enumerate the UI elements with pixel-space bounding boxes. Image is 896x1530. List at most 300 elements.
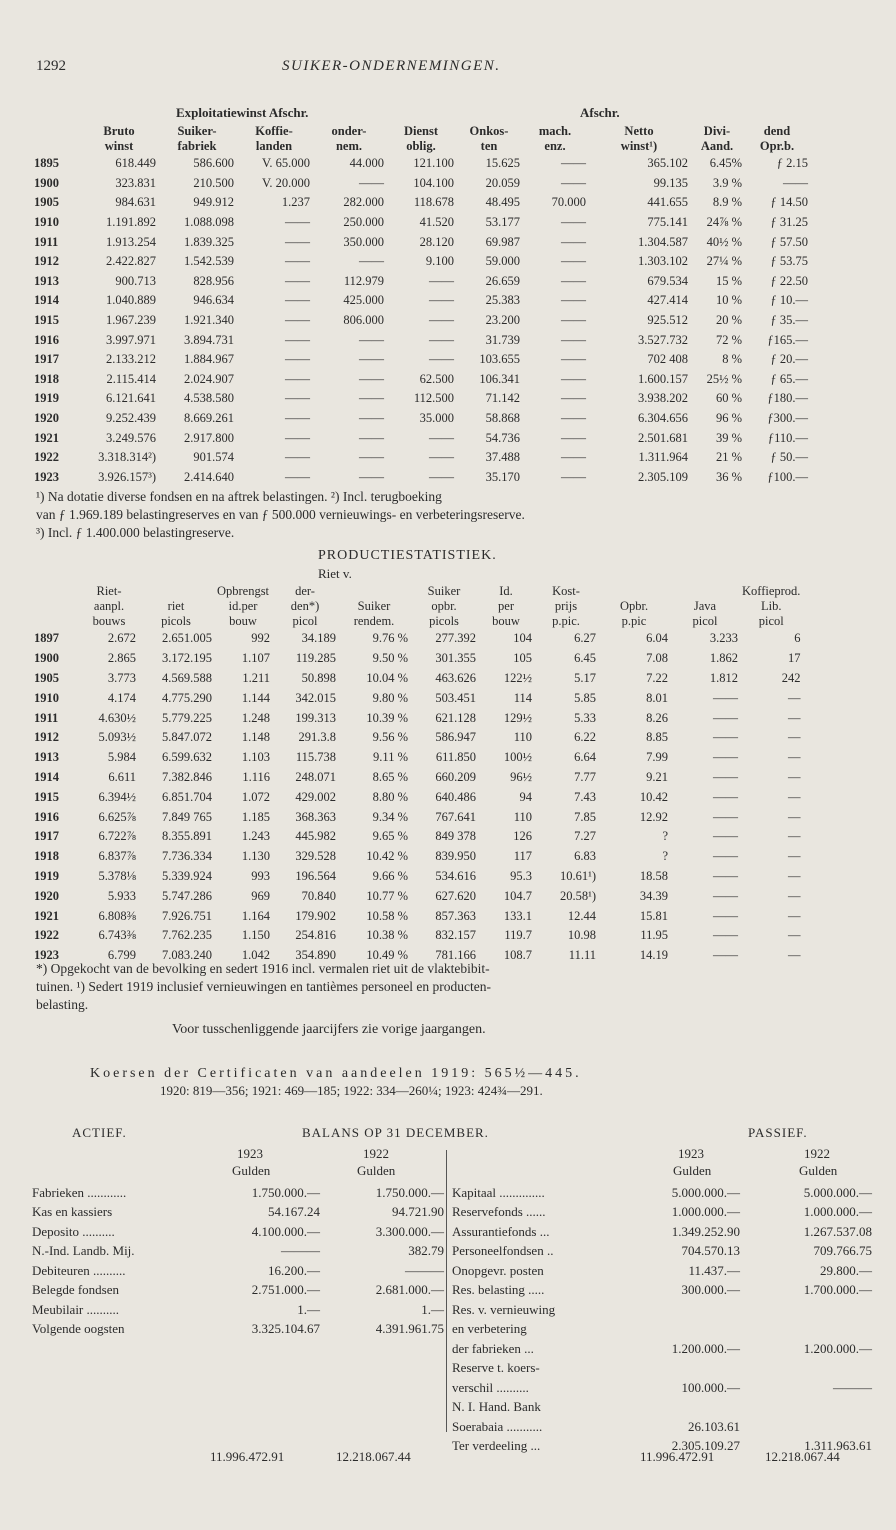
cell-kost: 10.61¹): [559, 868, 596, 883]
cell-suiker: 946.634: [193, 293, 234, 308]
cell-riet: 3.172.195: [162, 651, 212, 666]
cell-opbr: ?: [662, 849, 668, 864]
balance-row: [32, 1183, 444, 1203]
balance-value-1923: 1.000.000.—: [671, 1204, 740, 1220]
prod-header-cell: picol: [692, 614, 718, 628]
balance-value-1922: 1.750.000.—: [375, 1184, 444, 1200]
cell-mach: ——: [561, 156, 586, 171]
cell-id: 95.3: [510, 868, 532, 883]
cell-aand: 10 %: [715, 293, 742, 308]
balance-row: [32, 1242, 444, 1262]
cell-rendem: 10.77 %: [366, 888, 408, 903]
balance-row: [452, 1398, 872, 1418]
balance-row: [32, 1261, 444, 1281]
cell-perbouw: 969: [251, 888, 270, 903]
cell-onkosten: 26.659: [485, 273, 520, 288]
cell-aanpl: 6.611: [108, 769, 136, 784]
cell-aanpl: 2.672: [107, 631, 136, 646]
cell-year: 1905: [34, 195, 59, 210]
table-row: [34, 193, 812, 213]
prod-header-cell: Suiker: [357, 599, 391, 613]
cell-aanpl: 5.984: [107, 750, 136, 765]
balance-label: Assurantiefonds ...: [452, 1223, 550, 1239]
balance-label: Soerabaia ...........: [452, 1418, 543, 1434]
cell-aanpl: 6.799: [107, 948, 136, 963]
cell-koffie: ——: [285, 352, 310, 367]
balance-value-1923: [622, 1320, 740, 1340]
cell-year: 1914: [34, 293, 59, 308]
balance-label: verschil ..........: [452, 1379, 529, 1395]
cell-suiker: 767.641: [435, 809, 476, 824]
cell-java: 1.862: [709, 651, 738, 666]
cell-koffie: ——: [285, 450, 310, 465]
cell-id: 110: [513, 809, 532, 824]
balance-label: Meubilair ..........: [32, 1301, 120, 1317]
cell-derden: 179.902: [295, 908, 336, 923]
balance-divider: [446, 1150, 447, 1432]
cell-kost: 5.17: [574, 670, 596, 685]
cell-kost: 5.85: [574, 690, 596, 705]
table-row: [34, 708, 804, 728]
cell-koffie: ——: [285, 430, 310, 445]
cell-lib: —: [787, 868, 801, 883]
cell-perbouw: 1.164: [241, 908, 270, 923]
cell-netto: 1.303.102: [638, 254, 688, 269]
cell-netto: 2.305.109: [638, 469, 688, 484]
cell-onder: ——: [359, 411, 384, 426]
cell-suiker: 210.500: [193, 175, 234, 190]
cell-perbouw: 1.185: [241, 809, 270, 824]
cell-rendem: 8.65 %: [372, 769, 408, 784]
balance-row: [452, 1320, 872, 1340]
cell-suiker: 621.128: [435, 710, 476, 725]
prod-header-cell: Opbr.: [619, 599, 649, 613]
cell-riet: 6.599.632: [162, 750, 212, 765]
cell-koffie: ——: [285, 293, 310, 308]
cell-aanpl: 3.773: [107, 670, 136, 685]
cell-suiker: 586.600: [193, 156, 234, 171]
cell-onkosten: 23.200: [485, 313, 520, 328]
cell-year: 1918: [34, 849, 59, 864]
cell-oprb: ƒ 22.50: [770, 273, 808, 288]
cell-aand: 60 %: [715, 391, 742, 406]
balance-row: [452, 1378, 872, 1398]
passief-total-1922: 12.218.067.44: [765, 1449, 840, 1464]
balance-value-1923: 11.437.—: [688, 1262, 740, 1278]
cell-dienst: 41.520: [419, 215, 454, 230]
cell-suiker: 8.669.261: [184, 411, 234, 426]
balance-value-1923: 100.000.—: [681, 1379, 740, 1395]
cell-bruto: 6.121.641: [106, 391, 156, 406]
cell-onkosten: 15.625: [485, 156, 520, 171]
cell-aand: 6.45%: [709, 156, 742, 171]
table-row: [34, 350, 812, 370]
cell-onder: ——: [359, 332, 384, 347]
table-row: [34, 252, 812, 272]
cell-mach: ——: [561, 234, 586, 249]
cell-bruto: 618.449: [115, 156, 156, 171]
cell-id: 114: [513, 690, 532, 705]
balance-value-1922: [740, 1398, 872, 1418]
prod-header-cell: Java: [693, 599, 717, 613]
cell-koffie: ——: [285, 254, 310, 269]
cell-year: 1913: [34, 750, 59, 765]
cell-kost: 7.85: [574, 809, 596, 824]
cell-suiker: 832.157: [435, 928, 476, 943]
actief-unit-1922: Gulden: [357, 1163, 396, 1178]
balance-value-1923: 54.167.24: [268, 1204, 320, 1220]
exploitation-footnote-2: van ƒ 1.969.189 belastingreserves en van ƒ 500.000 vernieuwings- en verbeteringsreserve.: [36, 507, 525, 522]
cell-lib: —: [787, 769, 801, 784]
cell-onkosten: 54.736: [485, 430, 520, 445]
balance-value-1922: [740, 1417, 872, 1437]
cell-riet: 5.747.286: [162, 888, 212, 903]
cell-mach: ——: [561, 175, 586, 190]
balance-value-1922: 1.700.000.—: [803, 1282, 872, 1298]
prod-header-cell: opbr.: [431, 599, 457, 613]
cell-aanpl: 2.865: [107, 651, 136, 666]
cell-lib: —: [787, 888, 801, 903]
cell-suiker: 611.850: [435, 750, 476, 765]
cell-onkosten: 71.142: [485, 391, 520, 406]
cell-onkosten: 20.059: [485, 175, 520, 190]
cell-year: 1895: [34, 156, 59, 171]
cell-opbr: 34.39: [639, 888, 668, 903]
actief-year-1922: 1922: [363, 1146, 389, 1161]
cell-bruto: 3.926.157³): [98, 469, 156, 484]
cell-riet: 4.569.588: [162, 670, 212, 685]
cell-netto: 6.304.656: [638, 411, 688, 426]
prod-head-kost: Kost-: [552, 584, 580, 598]
cell-onder: ——: [359, 254, 384, 269]
cell-riet: 7.926.751: [162, 908, 212, 923]
balance-label: Kas en kassiers: [32, 1204, 113, 1220]
balance-label: Personeelfondsen ..: [452, 1243, 554, 1259]
cell-onder: 425.000: [343, 293, 384, 308]
cell-oprb: ƒ165.—: [767, 332, 808, 347]
cell-year: 1897: [34, 631, 59, 646]
cell-aand: 3.9 %: [712, 175, 742, 190]
actief-year-1923: 1923: [237, 1146, 263, 1161]
cell-netto: 2.501.681: [638, 430, 688, 445]
cell-koffie: ——: [285, 371, 310, 386]
cell-kost: 6.45: [574, 651, 596, 666]
cell-netto: 1.304.587: [638, 234, 688, 249]
cell-dienst: ——: [429, 450, 454, 465]
passief-unit-1923: Gulden: [673, 1163, 712, 1178]
balance-value-1923: 1.—: [297, 1301, 320, 1317]
cell-bruto: 2.115.414: [106, 371, 156, 386]
cell-suiker: 901.574: [193, 450, 234, 465]
cell-java: ——: [713, 730, 738, 745]
cell-derden: 291.3.8: [298, 730, 336, 745]
cell-derden: 50.898: [301, 670, 336, 685]
cell-dienst: 121.100: [413, 156, 454, 171]
cell-netto: 99.135: [653, 175, 688, 190]
cell-aanpl: 5.378⅛: [98, 868, 136, 883]
balance-row: [452, 1242, 872, 1262]
balance-label: Belegde fondsen: [32, 1282, 120, 1298]
balance-row: [452, 1339, 872, 1359]
passief-total-1923: 11.996.472.91: [640, 1449, 715, 1464]
cell-lib: —: [787, 710, 801, 725]
cell-perbouw: 1.072: [241, 789, 270, 804]
cell-dienst: 9.100: [425, 254, 454, 269]
cell-onder: ——: [359, 371, 384, 386]
cell-rendem: 10.58 %: [366, 908, 408, 923]
cell-aanpl: 5.093½: [98, 730, 136, 745]
exploitation-header-group: Exploitatiewinst Afschr.: [176, 105, 309, 120]
table-row: [34, 330, 812, 350]
cell-derden: 342.015: [295, 690, 336, 705]
cell-mach: ——: [561, 313, 586, 328]
cell-dienst: ——: [429, 430, 454, 445]
cell-aand: 27¼ %: [706, 254, 742, 269]
cell-oprb: ƒ 50.—: [770, 450, 808, 465]
cell-id: 104: [513, 631, 532, 646]
actief-total-1922: 12.218.067.44: [336, 1449, 411, 1464]
balance-label: Fabrieken ............: [32, 1184, 127, 1200]
cell-mach: ——: [561, 411, 586, 426]
cell-bruto: 1.967.239: [106, 313, 156, 328]
prod-head-id: Id.: [499, 584, 513, 598]
balance-value-1922: [740, 1359, 872, 1379]
cell-lib: —: [787, 750, 801, 765]
balance-value-1922: ———: [405, 1262, 444, 1278]
cell-year: 1918: [34, 371, 59, 386]
cell-riet: 7.849 765: [162, 809, 212, 824]
cell-year: 1922: [34, 928, 59, 943]
cell-opbr: 8.26: [646, 710, 668, 725]
cell-aanpl: 4.174: [107, 690, 136, 705]
koersen-line-1: Koersen der Certificaten van aandeelen 1919: 565½—445.: [90, 1066, 582, 1081]
balance-label: Res. v. vernieuwing: [452, 1301, 556, 1317]
page-title: SUIKER-ONDERNEMINGEN.: [282, 58, 501, 74]
cell-opbr: 9.21: [646, 769, 668, 784]
cell-bruto: 3.318.314²): [98, 450, 156, 465]
table-row: [34, 272, 812, 292]
cell-onder: 806.000: [343, 313, 384, 328]
balance-value-1922: ———: [833, 1379, 872, 1395]
cell-koffie: ——: [285, 332, 310, 347]
balance-label: Reservefonds ......: [452, 1204, 546, 1220]
cell-id: 117: [513, 849, 532, 864]
cell-netto: 775.141: [647, 215, 688, 230]
balance-value-1923: [622, 1300, 740, 1320]
cell-dienst: 118.678: [413, 195, 454, 210]
cell-perbouw: 1.042: [241, 948, 270, 963]
cell-year: 1915: [34, 789, 59, 804]
cell-java: 3.233: [709, 631, 738, 646]
cell-year: 1916: [34, 332, 59, 347]
cell-mach: 70.000: [551, 195, 586, 210]
balance-value-1923: 1.349.252.90: [671, 1223, 740, 1239]
cell-id: 126: [513, 829, 532, 844]
cell-year: 1919: [34, 391, 59, 406]
cell-onkosten: 31.739: [485, 332, 520, 347]
prod-head-koffie: Koffieprod.: [742, 584, 801, 598]
cell-id: 119.7: [504, 928, 532, 943]
cell-rendem: 9.66 %: [372, 868, 408, 883]
balance-value-1923: 300.000.—: [681, 1282, 740, 1298]
cell-java: ——: [713, 789, 738, 804]
balance-row: [452, 1203, 872, 1223]
table-row: [34, 174, 812, 194]
actief-total-1923: 11.996.472.91: [210, 1449, 285, 1464]
table-row: [34, 768, 804, 788]
balance-label: Debiteuren ..........: [32, 1262, 126, 1278]
balance-value-1922: 382.79: [408, 1243, 444, 1259]
balance-row: [452, 1281, 872, 1301]
cell-suiker: 660.209: [435, 769, 476, 784]
prod-header-cell: picol: [292, 614, 318, 628]
cell-riet: 2.651.005: [162, 631, 212, 646]
cell-kost: 7.27: [574, 829, 596, 844]
cell-perbouw: 1.130: [241, 849, 270, 864]
cell-opbr: 7.22: [646, 670, 668, 685]
cell-year: 1910: [34, 690, 59, 705]
cell-opbr: 18.58: [639, 868, 668, 883]
cell-rendem: 10.04 %: [366, 670, 408, 685]
cell-riet: 5.339.924: [162, 868, 212, 883]
cell-rendem: 10.49 %: [366, 948, 408, 963]
prod-header-cell: bouw: [492, 614, 520, 628]
cell-mach: ——: [561, 371, 586, 386]
cell-year: 1913: [34, 273, 59, 288]
cell-rendem: 9.34 %: [372, 809, 408, 824]
balance-label: Volgende oogsten: [32, 1321, 125, 1337]
production-footnote-2: tuinen. ¹) Sedert 1919 inclusief vernieuwingen en tantièmes personeel en producten-: [36, 979, 492, 994]
cell-mach: ——: [561, 430, 586, 445]
balance-passief-head: PASSIEF.: [748, 1125, 808, 1140]
cell-bruto: 2.422.827: [106, 254, 156, 269]
prod-header-cell: p.pic.: [552, 614, 580, 628]
cell-riet: 4.775.290: [162, 690, 212, 705]
balance-label: N. I. Hand. Bank: [452, 1399, 541, 1415]
balance-value-1923: 4.100.000.—: [251, 1223, 320, 1239]
actief-unit-1923: Gulden: [232, 1163, 271, 1178]
cell-java: ——: [713, 750, 738, 765]
cell-perbouw: 1.107: [241, 651, 270, 666]
cell-suiker: 640.486: [435, 789, 476, 804]
cell-bruto: 984.631: [115, 195, 156, 210]
cell-suiker: 1.921.340: [184, 313, 234, 328]
cell-oprb: ƒ 20.—: [770, 352, 808, 367]
cell-riet: 7.382.846: [162, 769, 212, 784]
balance-value-1922: 1.000.000.—: [803, 1204, 872, 1220]
cell-suiker: 627.620: [435, 888, 476, 903]
cell-rendem: 10.42 %: [366, 849, 408, 864]
prod-header-cell: picols: [161, 614, 191, 628]
table-row: [34, 886, 804, 906]
cell-year: 1919: [34, 868, 59, 883]
cell-kost: 7.43: [574, 789, 596, 804]
cell-java: ——: [713, 829, 738, 844]
cell-aand: 8.9 %: [712, 195, 742, 210]
cell-suiker: 2.917.800: [184, 430, 234, 445]
cell-derden: 248.071: [295, 769, 336, 784]
cell-kost: 7.77: [574, 769, 596, 784]
cell-aanpl: 6.394½: [98, 789, 136, 804]
cell-year: 1923: [34, 948, 59, 963]
cell-id: 133.1: [503, 908, 532, 923]
balance-value-1923: 3.325.104.67: [251, 1321, 320, 1337]
cell-mach: ——: [561, 450, 586, 465]
exploitation-header-afschr: Afschr.: [580, 105, 620, 120]
cell-onder: 350.000: [343, 234, 384, 249]
balance-value-1922: 94.721.90: [392, 1204, 444, 1220]
balance-value-1923: 26.103.61: [688, 1418, 740, 1434]
balance-value-1923: 2.751.000.—: [251, 1282, 320, 1298]
cell-lib: 242: [781, 670, 801, 685]
balance-label: Res. belasting .....: [452, 1282, 545, 1298]
cell-aanpl: 6.837⅞: [98, 849, 136, 864]
cell-id: 104.7: [503, 888, 532, 903]
cell-java: ——: [713, 868, 738, 883]
cell-onkosten: 25.383: [485, 293, 520, 308]
balance-value-1922: 2.681.000.—: [375, 1282, 444, 1298]
cell-perbouw: 1.116: [242, 769, 270, 784]
prod-header-cell: bouw: [229, 614, 257, 628]
cell-oprb: ƒ 14.50: [770, 195, 808, 210]
cell-suiker: 3.894.731: [184, 332, 234, 347]
table-row: [34, 448, 812, 468]
table-row: [34, 926, 804, 946]
cell-kost: 6.22: [574, 730, 596, 745]
cell-suiker: 2.024.907: [184, 371, 234, 386]
cell-rendem: 9.11 %: [373, 750, 408, 765]
table-row: [34, 213, 812, 233]
cell-java: ——: [713, 849, 738, 864]
cell-riet: 7.762.235: [162, 928, 212, 943]
table-row: [34, 428, 812, 448]
production-footnote-3: belasting.: [36, 997, 89, 1012]
cell-suiker: 277.392: [435, 631, 476, 646]
table-row: [34, 154, 812, 174]
cell-oprb: ƒ300.—: [767, 411, 808, 426]
cell-opbr: 12.92: [639, 809, 668, 824]
prod-header-cell: p.pic: [621, 614, 647, 628]
balance-value-1922: 29.800.—: [820, 1262, 872, 1278]
balance-title: BALANS OP 31 DECEMBER.: [302, 1125, 489, 1140]
notice-text: Voor tusschenliggende jaarcijfers zie vorige jaargangen.: [172, 1022, 486, 1037]
balance-value-1923: ———: [281, 1243, 320, 1259]
cell-java: ——: [713, 948, 738, 963]
cell-mach: ——: [561, 254, 586, 269]
cell-koffie: V. 65.000: [261, 156, 310, 171]
cell-lib: —: [787, 849, 801, 864]
cell-id: 100½: [503, 750, 532, 765]
cell-kost: 20.58¹): [559, 888, 596, 903]
prod-header-cell: bouws: [92, 614, 126, 628]
table-row: [34, 370, 812, 390]
cell-perbouw: 1.150: [241, 928, 270, 943]
balance-value-1922: 709.766.75: [813, 1243, 872, 1259]
cell-year: 1915: [34, 313, 59, 328]
cell-year: 1914: [34, 769, 59, 784]
cell-onkosten: 35.170: [485, 469, 520, 484]
cell-bruto: 3.249.576: [106, 430, 156, 445]
cell-koffie: ——: [285, 313, 310, 328]
cell-oprb: ƒ 31.25: [770, 215, 808, 230]
cell-year: 1910: [34, 215, 59, 230]
table-row: [34, 232, 812, 252]
cell-bruto: 3.997.971: [106, 332, 156, 347]
cell-aanpl: 6.625⅞: [98, 809, 136, 824]
cell-mach: ——: [561, 293, 586, 308]
cell-onkosten: 69.987: [485, 234, 520, 249]
table-row: [34, 688, 804, 708]
